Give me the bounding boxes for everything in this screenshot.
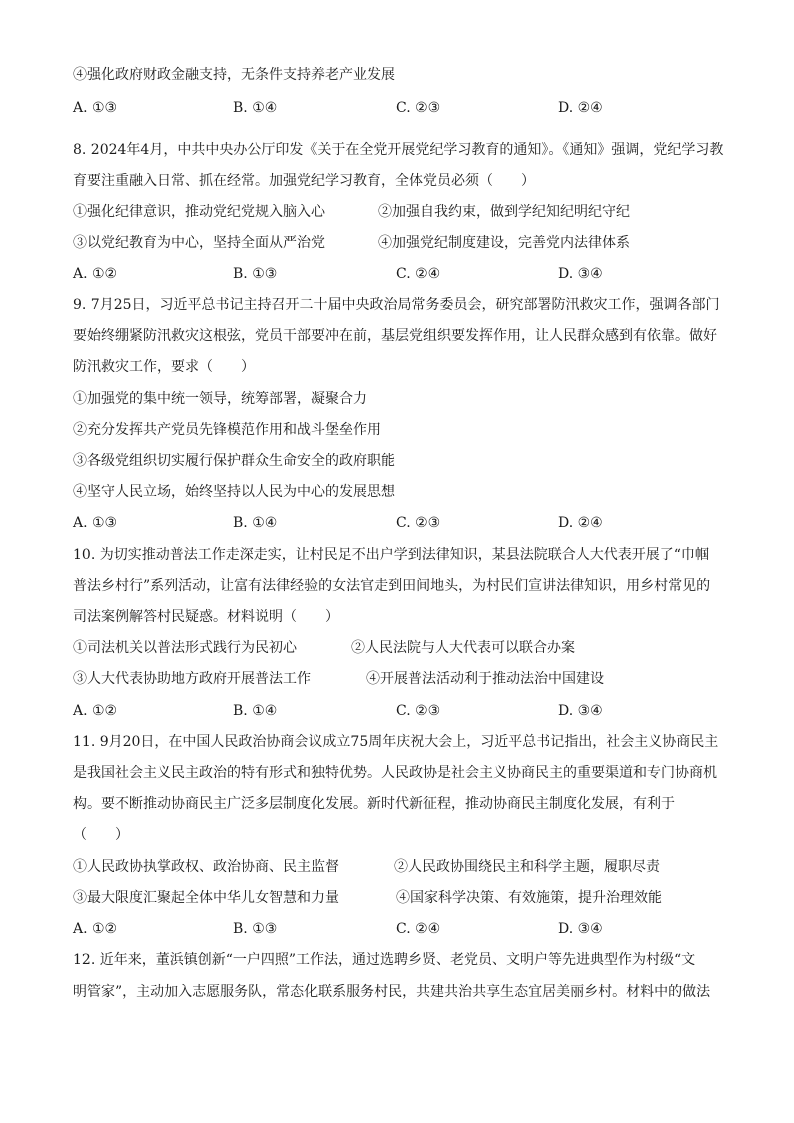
statement-2: ②人民政协围绕民主和科学主题，履职尽责 [394, 859, 660, 875]
question-12-text: 12. 近年来，董浜镇创新“一户四照”工作法，通过选聘乡贤、老党员、文明户等先进典型作为村级“文 [73, 952, 696, 968]
statement-3: ③各级党组织切实履行保护群众生命安全的政府职能 [73, 453, 395, 469]
option-c: C. ②③ [396, 515, 441, 531]
option-c: C. ②④ [396, 921, 441, 937]
question-10-text: 普法乡村行”系列活动，让富有法律经验的女法官走到田间地头，为村民们宣讲法律知识，用乡村常见的 [73, 578, 711, 594]
options-row [73, 513, 733, 533]
option-c: C. ②③ [396, 100, 441, 116]
question-10-text: 10. 为切实推动普法工作走深走实，让村民足不出户学到法律知识，某县法院联合人大代表开展了“巾帼 [73, 547, 709, 563]
statement-2: ②充分发挥共产党员先锋模范作用和战斗堡垒作用 [73, 422, 381, 438]
statement-3: ③人大代表协助地方政府开展普法工作 [73, 671, 311, 687]
question-8-text: 育要注重融入日常、抓在经常。加强党纪学习教育，全体党员必须（ ） [73, 173, 535, 189]
option-c: C. ②④ [396, 266, 441, 282]
options-row [73, 919, 733, 939]
option-a: A. ①③ [73, 515, 118, 531]
question-8-text: 8. 2024年4月，中共中央办公厅印发《关于在全党开展党纪学习教育的通知》。《通知》强调，党纪学习教 [73, 142, 724, 158]
question-10-text: 司法案例解答村民疑惑。材料说明（ ） [73, 609, 339, 625]
options-row [73, 264, 733, 284]
statement-3: ③最大限度汇聚起全体中华儿女智慧和力量 [73, 890, 339, 906]
options-row [73, 98, 733, 118]
statement-1: ①加强党的集中统一领导，统筹部署，凝聚合力 [73, 391, 367, 407]
statement-4: ④国家科学决策、有效施策，提升治理效能 [396, 890, 662, 906]
option-b: B. ①④ [233, 100, 278, 116]
question-9-text: 要始终绷紧防汛救灾这根弦，党员干部要冲在前，基层党组织要发挥作用，让人民群众感到有依靠。做好 [73, 328, 717, 344]
question-9-text: 防汛救灾工作，要求（ ） [73, 359, 255, 375]
statement-row [73, 638, 733, 658]
statement-row [73, 669, 733, 689]
statement-4: ④强化政府财政金融支持，无条件支持养老产业发展 [73, 67, 395, 83]
statement-4: ④加强党纪制度建设，完善党内法律体系 [378, 235, 630, 251]
question-11-text: 构。要不断推动协商民主广泛多层制度化发展。新时代新征程，推动协商民主制度化发展，有利于 [73, 796, 675, 812]
statement-row [73, 888, 733, 908]
statement-1: ①人民政协执掌政权、政治协商、民主监督 [73, 859, 339, 875]
option-d: D. ③④ [558, 921, 603, 937]
options-row [73, 701, 733, 721]
option-b: B. ①③ [233, 266, 278, 282]
answer-blank: （ ） [73, 827, 129, 843]
option-d: D. ③④ [558, 703, 603, 719]
option-d: D. ②④ [558, 515, 603, 531]
option-c: C. ②③ [396, 703, 441, 719]
option-b: B. ①④ [233, 703, 278, 719]
statement-row [73, 857, 733, 877]
option-b: B. ①④ [233, 515, 278, 531]
statement-4: ④开展普法活动利于推动法治中国建设 [366, 671, 604, 687]
question-12-text: 明管家”，主动加入志愿服务队，常态化联系服务村民，共建共治共享生态宜居美丽乡村。材料中的做法 [73, 984, 711, 1000]
statement-4: ④坚守人民立场，始终坚持以人民为中心的发展思想 [73, 484, 395, 500]
question-9-text: 9. 7月25日，习近平总书记主持召开二十届中央政治局常务委员会，研究部署防汛救灾工作，强调各部门 [73, 297, 720, 313]
option-a: A. ①② [73, 921, 118, 937]
statement-3: ③以党纪教育为中心，坚持全面从严治党 [73, 235, 325, 251]
option-a: A. ①② [73, 703, 118, 719]
option-b: B. ①③ [233, 921, 278, 937]
statement-1: ①司法机关以普法形式践行为民初心 [73, 640, 297, 656]
question-11-text: 是我国社会主义民主政治的特有形式和独特优势。人民政协是社会主义协商民主的重要渠道和专门协商机 [73, 765, 717, 781]
statement-row [73, 202, 733, 222]
statement-1: ①强化纪律意识，推动党纪党规入脑入心 [73, 204, 325, 220]
option-d: D. ②④ [558, 100, 603, 116]
statement-2: ②加强自我约束，做到学纪知纪明纪守纪 [378, 204, 630, 220]
option-a: A. ①③ [73, 100, 118, 116]
option-d: D. ③④ [558, 266, 603, 282]
statement-2: ②人民法院与人大代表可以联合办案 [351, 640, 575, 656]
option-a: A. ①② [73, 266, 118, 282]
statement-row [73, 233, 733, 253]
question-11-text: 11. 9月20日，在中国人民政治协商会议成立75周年庆祝大会上，习近平总书记指出，社会主义协商民主 [73, 734, 719, 750]
